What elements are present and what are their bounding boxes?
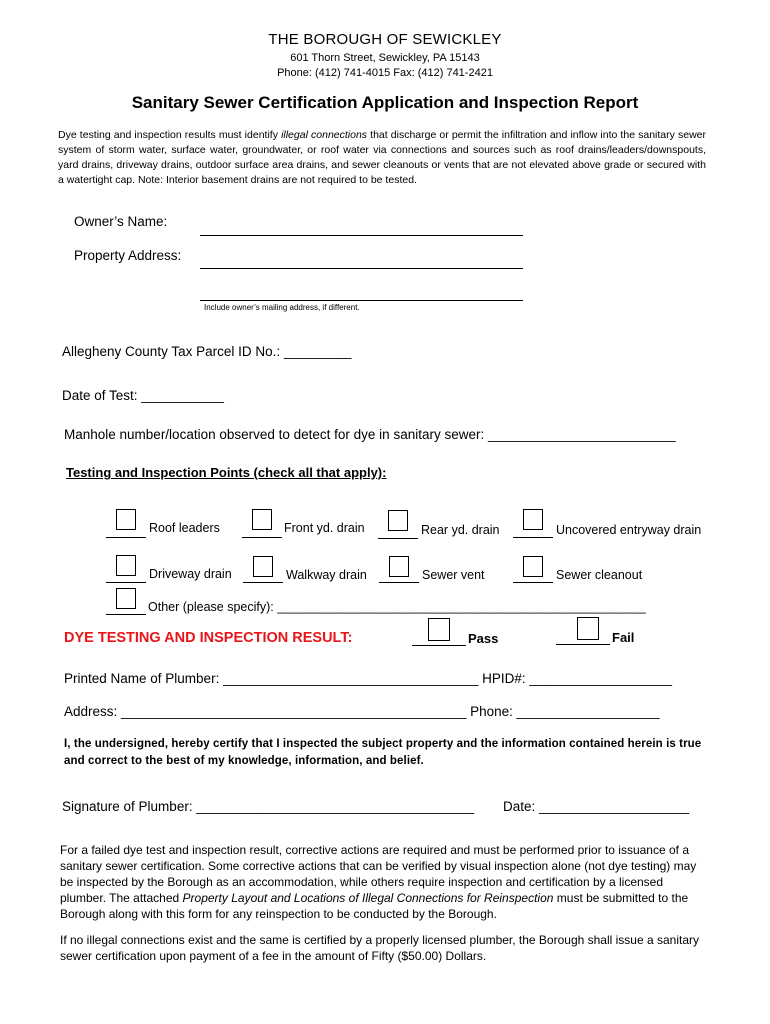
checkbox-underline	[513, 537, 553, 538]
property-address-field[interactable]	[200, 268, 523, 269]
corrective-text-before: For a failed dye test and inspection result, corrective actions are required and must be performed prior to issuance of a sanitary sewer certification. Some corrective actions that can be verified by visual inspection alone (not dye testing) may be inspected by the Borough as an accommodation, while others require inspection and certification by a licensed plumber. The attached	[60, 843, 697, 905]
corrective-actions-paragraph	[60, 842, 705, 922]
property-address-field-2[interactable]	[200, 300, 523, 301]
result-heading: DYE TESTING AND INSPECTION RESULT:	[64, 630, 353, 646]
point-rear-yard-drain: Rear yd. drain	[421, 523, 500, 537]
manhole-label: Manhole number/location observed to detect for dye in sanitary sewer: _________________________	[64, 427, 676, 442]
intro-emphasis: illegal connections	[281, 129, 368, 141]
checkbox-underline	[243, 582, 283, 583]
parcel-id-label: Allegheny County Tax Parcel ID No.: _________	[62, 344, 352, 359]
pass-checkbox[interactable]	[428, 618, 450, 641]
address-note: Include owner’s mailing address, if different.	[204, 303, 360, 312]
document-title: Sanitary Sewer Certification Application and Inspection Report	[131, 93, 639, 112]
sewer-vent-checkbox[interactable]	[389, 556, 409, 577]
entryway-drain-checkbox[interactable]	[523, 509, 543, 530]
point-roof-leaders: Roof leaders	[149, 521, 220, 535]
intro-text-after: that discharge or permit the infiltration and inflow into the sanitary sewer system of storm water, surface water, groundwater, or roof water via connections and sources such as roof drains/leaders/downspouts, yard drains, driveway drains, outdoor surface area drains, and sewer cleanouts or vents that are not elevated above grade or secured with a watertight cap. Note: Interior basement drains are not required to be tested.	[58, 129, 707, 186]
checkbox-underline	[106, 537, 146, 538]
reinspection-form-title: Property Layout and Locations of Illegal Connections for Reinspection	[182, 891, 554, 905]
testing-heading: Testing and Inspection Points (check all that apply):	[66, 465, 387, 480]
checkbox-underline	[106, 614, 146, 615]
rear-yard-drain-checkbox[interactable]	[388, 510, 408, 531]
point-walkway-drain: Walkway drain	[286, 568, 367, 582]
point-front-yard-drain: Front yd. drain	[284, 521, 365, 535]
checkbox-underline	[513, 582, 553, 583]
roof-leaders-checkbox[interactable]	[116, 509, 136, 530]
property-address-label: Property Address:	[74, 248, 182, 263]
intro-text-before: Dye testing and inspection results must identify	[58, 129, 282, 141]
sewer-cleanout-checkbox[interactable]	[523, 556, 543, 577]
plumber-signature-label: Signature of Plumber: _____________________________________	[62, 799, 475, 814]
owner-name-label: Owner’s Name:	[74, 214, 168, 229]
fail-label: Fail	[612, 630, 635, 645]
checkbox-underline	[106, 582, 146, 583]
checkbox-underline	[556, 644, 610, 645]
pass-label: Pass	[468, 631, 499, 646]
corrective-text-after: must be submitted to the Borough along with this form for any reinspection to be conducted by the Borough.	[60, 891, 689, 921]
intro-paragraph	[58, 128, 706, 188]
checkbox-underline	[412, 645, 466, 646]
owner-name-field[interactable]	[200, 235, 523, 236]
plumber-name-label: Printed Name of Plumber: __________________________________ HPID#: ___________________	[64, 671, 673, 686]
point-sewer-cleanout: Sewer cleanout	[556, 568, 643, 582]
point-entryway-drain: Uncovered entryway drain	[556, 523, 702, 537]
certification-statement: I, the undersigned, hereby certify that I inspected the subject property and the information contained herein is true and correct to the best of my knowledge, information, and belief.	[64, 738, 702, 767]
driveway-drain-checkbox[interactable]	[116, 555, 136, 576]
other-checkbox[interactable]	[116, 588, 136, 609]
point-driveway-drain: Driveway drain	[149, 567, 232, 581]
checkbox-underline	[242, 537, 282, 538]
borough-name: THE BOROUGH OF SEWICKLEY	[268, 31, 502, 48]
plumber-address-label: Address: ______________________________________________ Phone: ___________________	[64, 704, 660, 719]
point-sewer-vent: Sewer vent	[422, 568, 485, 582]
front-yard-drain-checkbox[interactable]	[252, 509, 272, 530]
fail-checkbox[interactable]	[577, 617, 599, 640]
checkbox-underline	[378, 538, 418, 539]
checkbox-underline	[379, 582, 419, 583]
borough-address: 601 Thorn Street, Sewickley, PA 15143	[290, 52, 480, 64]
walkway-drain-checkbox[interactable]	[253, 556, 273, 577]
signature-date-label: Date: ____________________	[503, 799, 690, 814]
borough-contact: Phone: (412) 741-4015 Fax: (412) 741-2421	[277, 67, 493, 79]
other-specify-label: Other (please specify): _____________________________________________________	[148, 600, 646, 614]
test-date-label: Date of Test: ___________	[62, 388, 224, 403]
certification-fee-paragraph: If no illegal connections exist and the same is certified by a properly licensed plumber, the Borough shall issue a sanitary sewer certification upon payment of a fee in the amount of Fifty ($50.00) Dollars.	[60, 933, 700, 963]
